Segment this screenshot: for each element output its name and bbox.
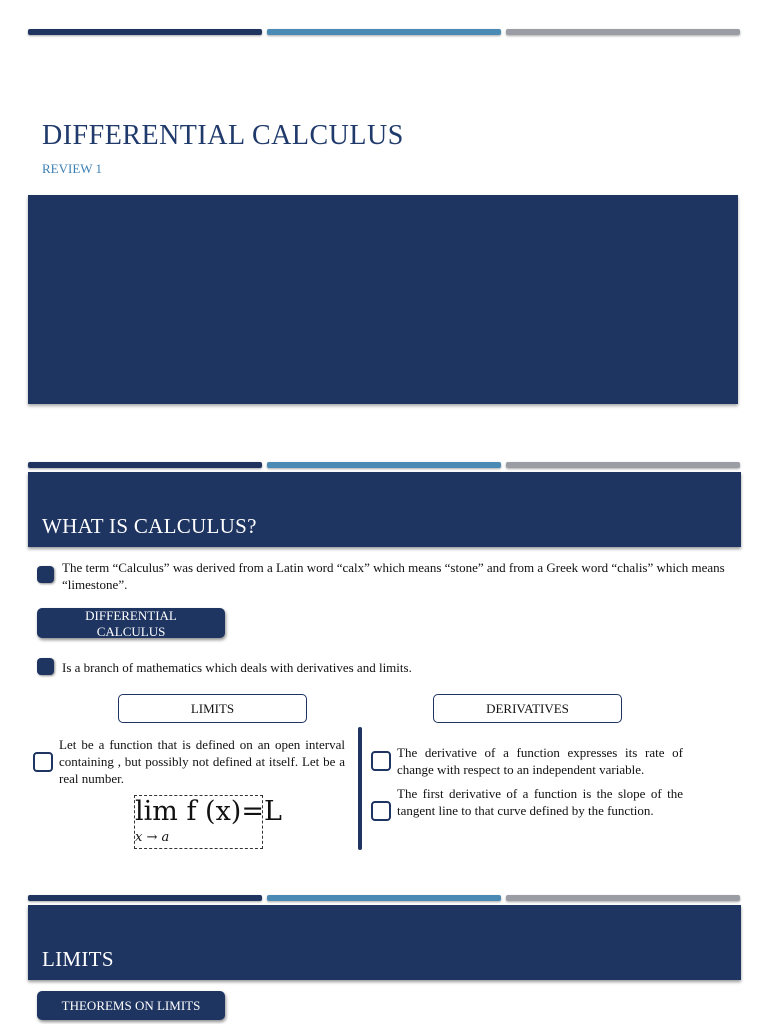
accent-stripe-blue (267, 29, 501, 35)
differential-calculus-label: DIFFERENTIAL CALCULUS (85, 608, 177, 639)
bullet-icon (37, 658, 54, 675)
bullet-outline-icon (371, 751, 391, 771)
accent-stripe-dark (28, 895, 262, 901)
bullet-outline-icon (33, 752, 53, 772)
accent-stripe-dark (28, 462, 262, 468)
accent-stripe-gray (506, 895, 740, 901)
calculus-definition-text: The term “Calculus” was derived from a Latin word “calx” which means “stone” and from a Greek word “chalis” which means “limestone”. (62, 560, 725, 592)
theorems-on-limits-tag: THEOREMS ON LIMITS (37, 991, 225, 1020)
bullet-icon (37, 566, 54, 583)
accent-stripe-blue (267, 462, 501, 468)
first-derivative-text: The first derivative of a function is the slope of the tangent line to that curve defined by the function. (397, 786, 683, 818)
differential-definition-text: Is a branch of mathematics which deals with derivatives and limits. (62, 660, 412, 675)
accent-stripe-dark (28, 29, 262, 35)
bullet-outline-icon (371, 801, 391, 821)
column-divider (358, 727, 362, 850)
accent-stripe-gray (506, 29, 740, 35)
slide-title: DIFFERENTIAL CALCULUS (42, 120, 404, 151)
accent-stripe-blue (267, 895, 501, 901)
limit-formula-subscript: x → a (135, 830, 170, 845)
derivatives-label-box: DERIVATIVES (433, 694, 622, 723)
limit-formula-main: lim f (x)=L (135, 796, 282, 827)
limit-formula (134, 795, 282, 849)
header-band (28, 905, 741, 980)
slide-title: LIMITS (42, 947, 114, 971)
limits-definition-text: Let be a function that is defined on an open interval containing , but possibly not defined at itself. Let be a real number. (59, 737, 345, 786)
derivative-definition-text: The derivative of a function expresses its rate of change with respect to an independent variable. (397, 745, 683, 777)
differential-calculus-tag (37, 608, 225, 638)
limits-label-box: LIMITS (118, 694, 307, 723)
title-panel (28, 195, 738, 404)
slide-subtitle: REVIEW 1 (42, 161, 103, 176)
accent-stripe-gray (506, 462, 740, 468)
header-band (28, 472, 741, 547)
slide-title: WHAT IS CALCULUS? (42, 514, 257, 538)
